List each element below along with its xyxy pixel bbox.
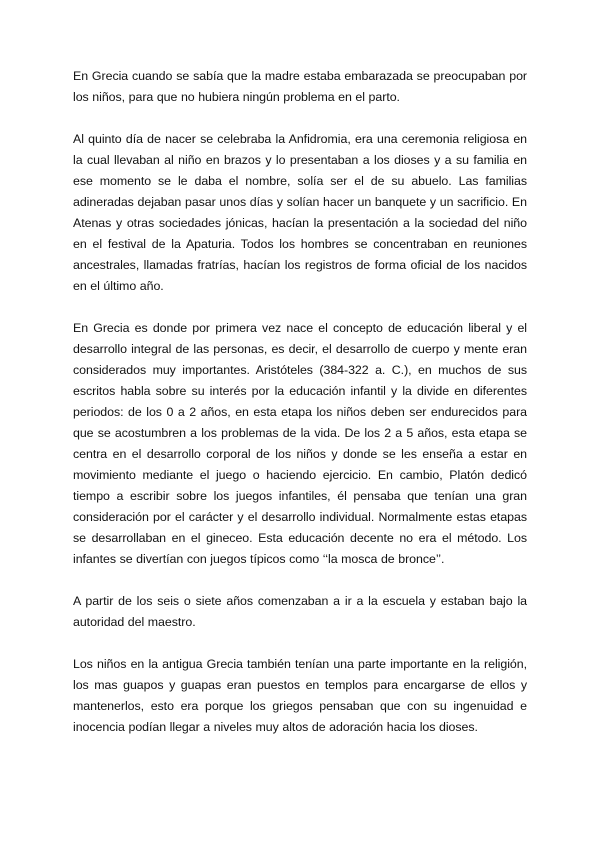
paragraph-spacer bbox=[73, 297, 527, 318]
paragraph-anfidromia: Al quinto día de nacer se celebraba la Anfidromia, era una ceremonia religiosa en la cual llevaban al niño en brazos y lo presentaban a los dioses y a su familia en ese momento se le daba el nombre, solía ser el de su abuelo. Las familias adineradas dejaban pasar unos días y solían hacer un banquete y un sacrificio. En Atenas y otras sociedades jónicas, hacían la presentación a la sociedad del niño en el festival de la Apaturia. Todos los hombres se concentraban en reuniones ancestrales, llamadas fratrías, hacían los registros de forma oficial de los nacidos en el último año. bbox=[73, 132, 527, 293]
paragraph-spacer bbox=[73, 633, 527, 654]
paragraph-pregnancy: En Grecia cuando se sabía que la madre estaba embarazada se preocupaban por los niños, para que no hubiera ningún problema en el parto. bbox=[73, 69, 527, 104]
paragraph-religion: Los niños en la antigua Grecia también tenían una parte importante en la religión, los mas guapos y guapas eran puestos en templos para encargarse de ellos y mantenerlos, esto era porque los griegos pensaban que con su ingenuidad e inocencia podían llegar a niveles muy altos de adoración hacia los dioses. bbox=[73, 657, 527, 734]
paragraph-spacer bbox=[73, 108, 527, 129]
document-page bbox=[73, 66, 527, 738]
paragraph-spacer bbox=[73, 570, 527, 591]
paragraph-education: En Grecia es donde por primera vez nace el concepto de educación liberal y el desarrollo integral de las personas, es decir, el desarrollo de cuerpo y mente eran considerados muy importantes. Aristóteles (384-322 a. C.), en muchos de sus escritos habla sobre su interés por la educación infantil y la divide en diferentes periodos: de los 0 a 2 años, en esta etapa los niños deben ser endurecidos para que se acostumbren a los problemas de la vida. De los 2 a 5 años, esta etapa se centra en el desarrollo corporal de los niños y donde se les enseña a estar en movimiento mediante el juego o haciendo ejercicio. En cambio, Platón dedicó tiempo a escribir sobre los juegos infantiles, él pensaba que tenían una gran consideración por el carácter y el desarrollo individual. Normalmente estas etapas se desarrollaban en el gineceo. Esta educación decente no era el método. Los infantes se divertían con juegos típicos como ‘‘la mosca de bronce’’. bbox=[73, 321, 527, 566]
paragraph-school: A partir de los seis o siete años comenzaban a ir a la escuela y estaban bajo la autoridad del maestro. bbox=[73, 594, 527, 629]
